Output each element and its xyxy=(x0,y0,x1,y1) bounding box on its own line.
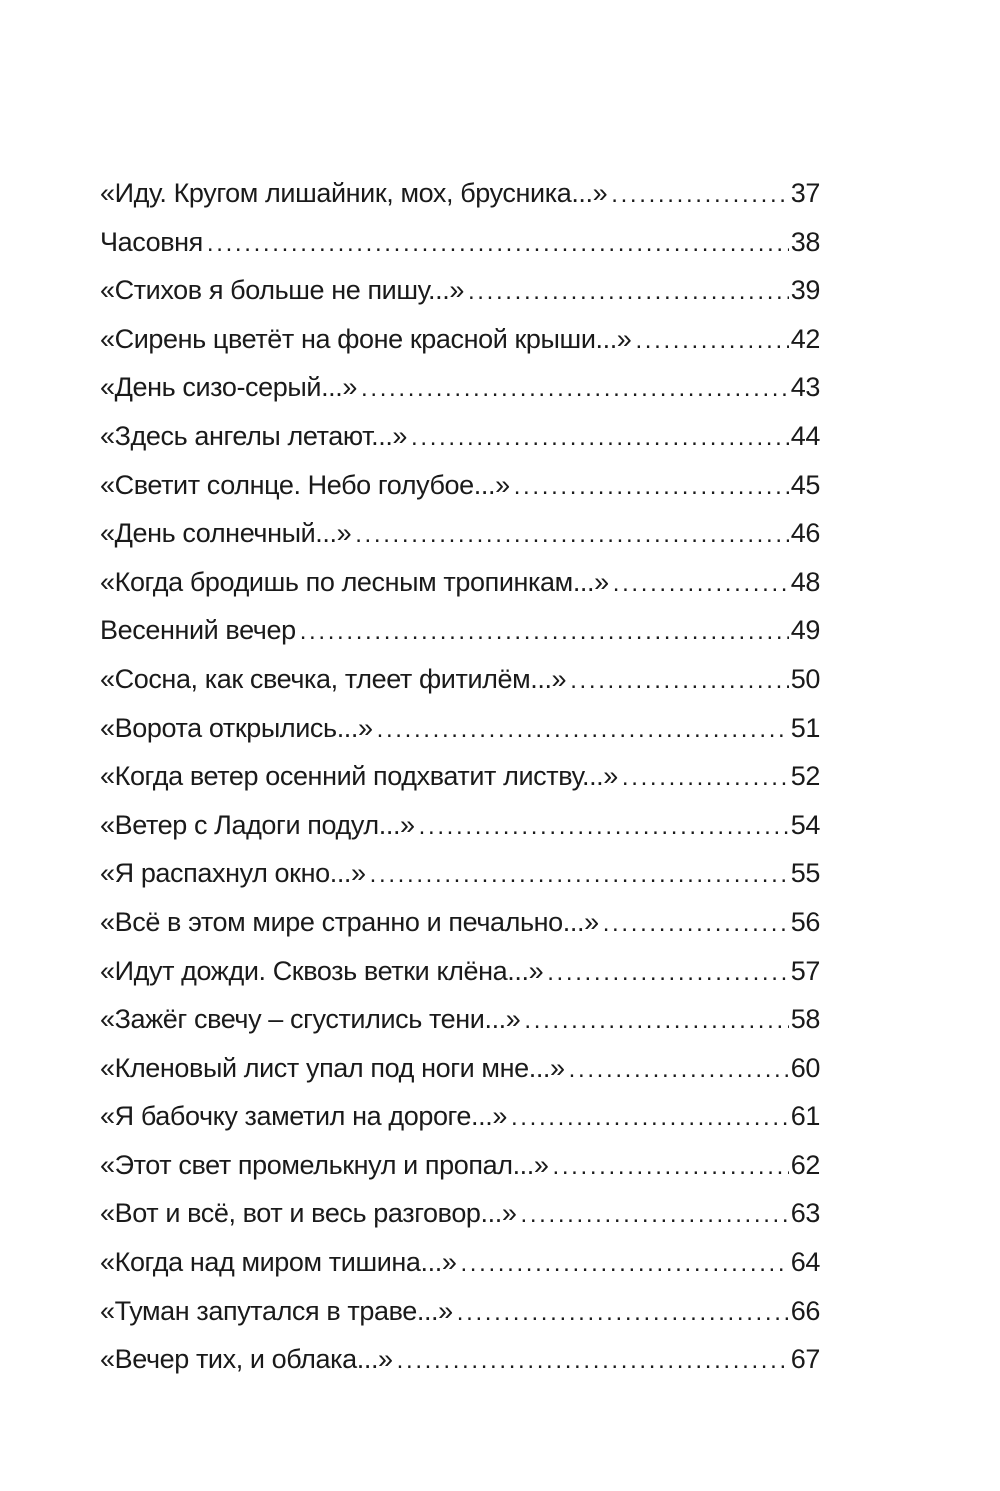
dot-leader xyxy=(397,1347,789,1375)
toc-entry-title: «Вот и всё, вот и весь разговор...» xyxy=(100,1198,517,1229)
toc-entry xyxy=(100,858,820,907)
toc-entry-page-number: 46 xyxy=(790,518,820,549)
toc-entry xyxy=(100,907,820,956)
dot-leader xyxy=(411,424,789,452)
toc-entry-page-number: 44 xyxy=(790,420,820,451)
dot-leader xyxy=(603,910,789,938)
dot-leader xyxy=(569,1056,789,1084)
toc-entry xyxy=(100,1053,820,1102)
dot-leader xyxy=(207,230,789,258)
dot-leader xyxy=(611,181,789,209)
toc-entry-title: «Когда над миром тишина...» xyxy=(100,1247,457,1278)
toc-entry xyxy=(100,810,820,859)
toc-entry-page-number: 61 xyxy=(790,1101,820,1132)
toc-entry xyxy=(100,1247,820,1296)
toc-entry-page-number: 51 xyxy=(790,712,820,743)
dot-leader xyxy=(514,473,789,501)
toc-entry xyxy=(100,372,820,421)
dot-leader xyxy=(622,764,789,792)
toc-entry-page-number: 66 xyxy=(790,1295,820,1326)
toc-entry-title: «Когда бродишь по лесным тропинкам...» xyxy=(100,566,609,597)
toc-entry-page-number: 42 xyxy=(790,323,820,354)
dot-leader xyxy=(613,570,789,598)
toc-entry-page-number: 54 xyxy=(790,809,820,840)
toc-entry-page-number: 58 xyxy=(790,1004,820,1035)
toc-entry-title: «Сирень цветёт на фоне красной крыши...» xyxy=(100,323,632,354)
toc-entry xyxy=(100,713,820,762)
toc-entry-title: «Когда ветер осенний подхватит листву...» xyxy=(100,761,618,792)
toc-entry xyxy=(100,1150,820,1199)
toc-entry-title: «Я бабочку заметил на дороге...» xyxy=(100,1101,507,1132)
toc-entry xyxy=(100,1198,820,1247)
toc-entry-title: «Кленовый лист упал под ноги мне...» xyxy=(100,1052,565,1083)
toc-entry-title: «Стихов я больше не пишу...» xyxy=(100,275,464,306)
toc-entry-page-number: 37 xyxy=(790,178,820,208)
dot-leader xyxy=(457,1299,789,1327)
toc-entry-page-number: 50 xyxy=(790,663,820,694)
toc-entry-page-number: 38 xyxy=(790,226,820,257)
toc-entry-page-number: 62 xyxy=(790,1149,820,1180)
toc-entry-title: Часовня xyxy=(100,226,203,257)
toc-entry-page-number: 49 xyxy=(790,615,820,646)
toc-entry xyxy=(100,761,820,810)
toc-entry-title: «Этот свет промелькнул и пропал...» xyxy=(100,1149,549,1180)
dot-leader xyxy=(570,667,789,695)
toc-entry-title: «День солнечный...» xyxy=(100,518,352,549)
toc-entry xyxy=(100,567,820,616)
dot-leader xyxy=(635,327,788,355)
toc-entry xyxy=(100,324,820,373)
toc-entry-title: «Сосна, как свечка, тлеет фитилём...» xyxy=(100,663,567,694)
toc-entry xyxy=(100,615,820,664)
toc-entry-title: «Я распахнул окно...» xyxy=(100,858,366,889)
dot-leader xyxy=(553,1153,789,1181)
toc-entry xyxy=(100,275,820,324)
toc-entry xyxy=(100,1296,820,1345)
toc-entry xyxy=(100,1344,820,1393)
table-of-contents xyxy=(100,178,820,1393)
toc-entry-title: Весенний вечер xyxy=(100,615,296,646)
dot-leader xyxy=(300,618,789,646)
toc-entry-page-number: 60 xyxy=(790,1052,820,1083)
toc-entry-title: «День сизо-серый...» xyxy=(100,372,358,403)
toc-entry-page-number: 52 xyxy=(790,761,820,792)
toc-entry-title: «Зажёг свечу – сгустились тени...» xyxy=(100,1004,521,1035)
dot-leader xyxy=(520,1201,788,1229)
toc-entry-title: «Светит солнце. Небо голубое...» xyxy=(100,469,510,500)
dot-leader xyxy=(355,521,789,549)
toc-entry xyxy=(100,664,820,713)
toc-entry xyxy=(100,227,820,276)
dot-leader xyxy=(370,861,789,889)
dot-leader xyxy=(377,716,789,744)
toc-entry xyxy=(100,518,820,567)
toc-entry-title: «Идут дожди. Сквозь ветки клёна...» xyxy=(100,955,544,986)
toc-entry-title: «Туман запутался в траве...» xyxy=(100,1295,453,1326)
toc-entry-page-number: 67 xyxy=(790,1344,820,1375)
toc-entry-title: «Ворота открылись...» xyxy=(100,712,373,743)
toc-entry xyxy=(100,956,820,1005)
toc-entry xyxy=(100,178,820,227)
toc-entry-page-number: 48 xyxy=(790,566,820,597)
toc-entry-title: «Иду. Кругом лишайник, мох, брусника...» xyxy=(100,178,608,208)
dot-leader xyxy=(361,375,789,403)
dot-leader xyxy=(547,959,789,987)
toc-entry xyxy=(100,470,820,519)
toc-entry xyxy=(100,1101,820,1150)
dot-leader xyxy=(511,1104,789,1132)
dot-leader xyxy=(419,813,789,841)
toc-entry-title: «Вечер тих, и облака...» xyxy=(100,1344,393,1375)
toc-entry-title: «Ветер с Ладоги подул...» xyxy=(100,809,415,840)
dot-leader xyxy=(524,1007,788,1035)
toc-entry-page-number: 45 xyxy=(790,469,820,500)
toc-entry xyxy=(100,421,820,470)
dot-leader xyxy=(460,1250,788,1278)
toc-entry xyxy=(100,1004,820,1053)
toc-entry-page-number: 56 xyxy=(790,906,820,937)
dot-leader xyxy=(468,278,789,306)
toc-entry-page-number: 55 xyxy=(790,858,820,889)
toc-entry-title: «Здесь ангелы летают...» xyxy=(100,420,408,451)
toc-entry-page-number: 64 xyxy=(790,1247,820,1278)
toc-entry-page-number: 57 xyxy=(790,955,820,986)
toc-entry-title: «Всё в этом мире странно и печально...» xyxy=(100,906,599,937)
toc-entry-page-number: 43 xyxy=(790,372,820,403)
toc-entry-page-number: 63 xyxy=(790,1198,820,1229)
toc-entry-page-number: 39 xyxy=(790,275,820,306)
